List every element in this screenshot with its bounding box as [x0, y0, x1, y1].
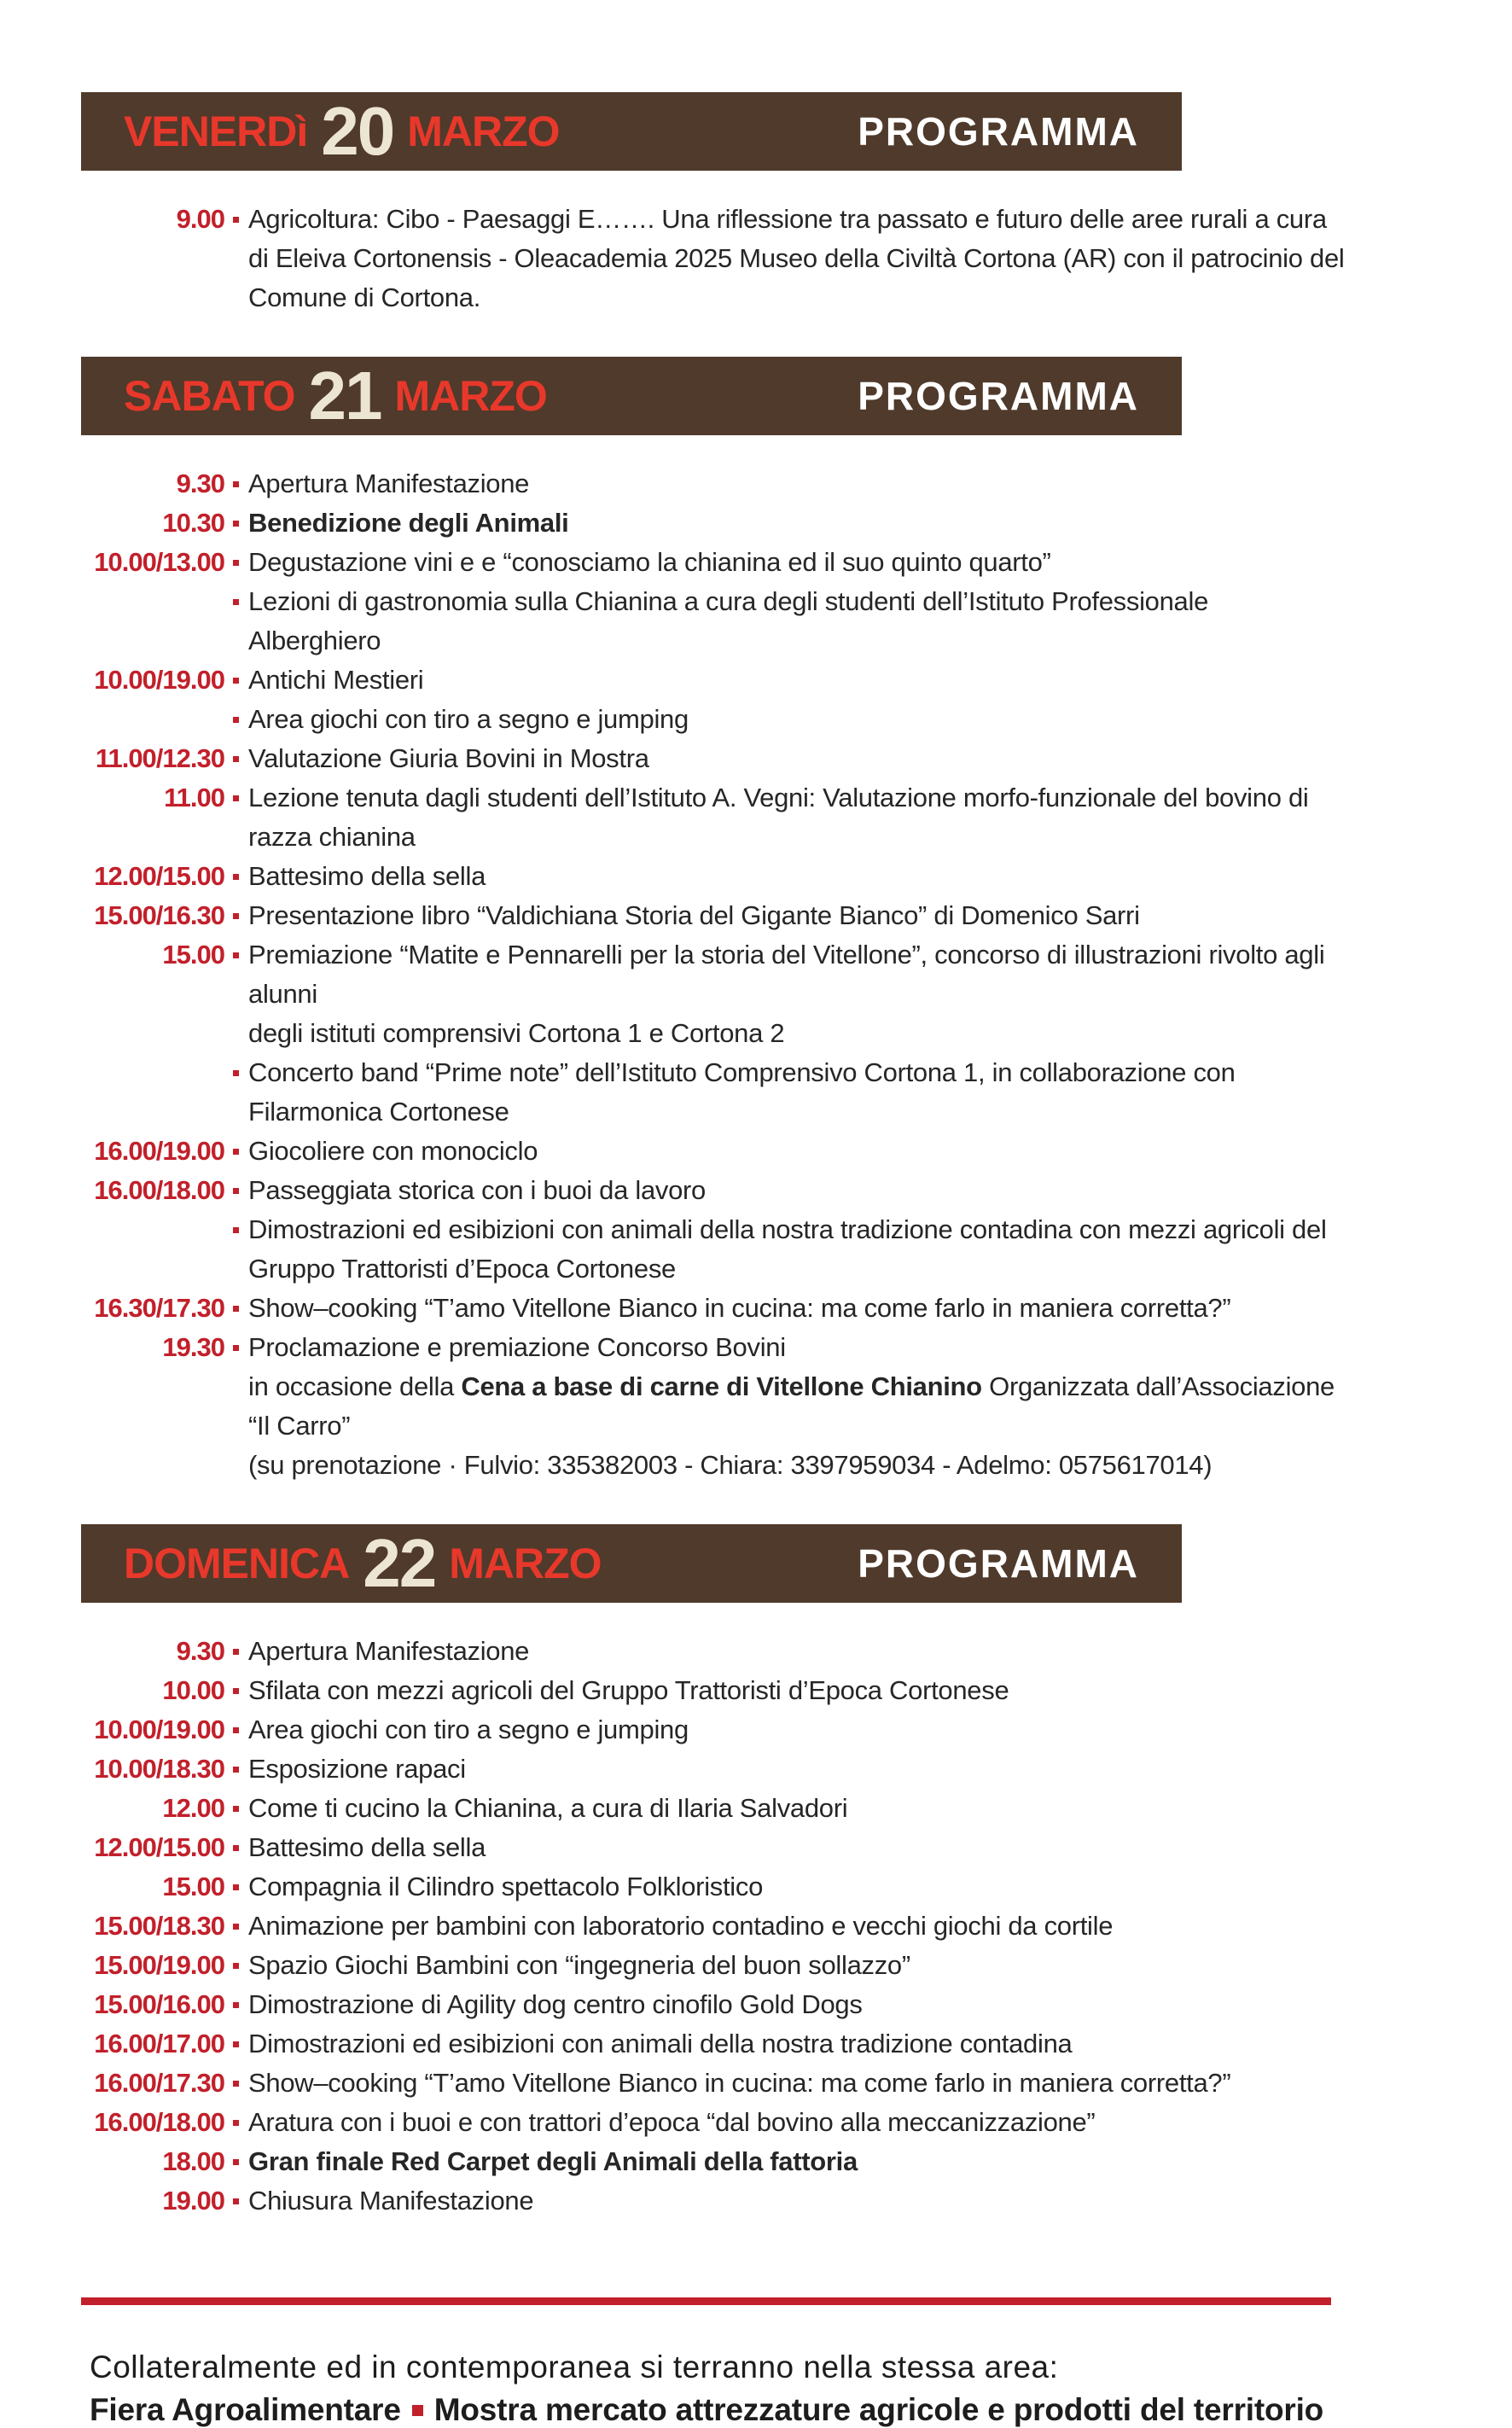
event-row — [81, 1789, 1512, 1828]
bullet-square-icon — [233, 1227, 239, 1233]
event-text-line: Lezioni di gastronomia sulla Chianina a cura degli studenti dell’Istituto Professionale Alberghiero — [248, 586, 1209, 655]
bullet-square-icon — [233, 1767, 239, 1773]
event-row — [81, 1210, 1512, 1289]
event-description — [248, 1750, 1345, 1789]
day-banner — [81, 92, 1182, 171]
event-row — [81, 582, 1512, 661]
event-row — [81, 504, 1512, 543]
event-text-line: Antichi Mestieri — [248, 665, 424, 695]
event-description — [248, 200, 1345, 317]
event-row — [81, 1985, 1512, 2024]
event-description — [248, 1907, 1345, 1946]
event-row — [81, 1289, 1512, 1328]
event-time: 10.30 — [162, 508, 224, 538]
event-description — [248, 778, 1345, 857]
event-description — [248, 543, 1345, 582]
event-description — [248, 2103, 1345, 2142]
event-description — [248, 935, 1345, 1053]
event-description — [248, 1671, 1345, 1710]
event-description — [248, 1985, 1345, 2024]
event-description — [248, 2024, 1345, 2064]
event-description — [248, 1789, 1345, 1828]
bullet-square-icon — [233, 1884, 239, 1890]
bullet-square-icon — [233, 560, 239, 566]
event-time: 16.00/17.00 — [94, 2029, 224, 2058]
event-text-line: Benedizione degli Animali — [248, 508, 569, 538]
event-description — [248, 1946, 1345, 1985]
event-text-line: Giocoliere con monociclo — [248, 1136, 538, 1166]
day-sections-container — [0, 92, 1512, 2221]
footer-fair-left: Fiera Agroalimentare — [90, 2392, 401, 2427]
event-row — [81, 1328, 1512, 1485]
bullet-square-icon — [233, 1963, 239, 1969]
bullet-square-icon — [233, 1924, 239, 1930]
event-description — [248, 1328, 1345, 1485]
event-description — [248, 1132, 1345, 1171]
event-description — [248, 504, 1345, 543]
red-divider — [81, 2297, 1331, 2305]
bullet-square-icon — [233, 1149, 239, 1155]
event-time: 11.00 — [164, 783, 224, 812]
event-text-line: Chiusura Manifestazione — [248, 2186, 534, 2215]
event-time: 16.00/18.00 — [94, 1175, 224, 1205]
event-time: 10.00/18.30 — [94, 1754, 224, 1784]
event-text-line: Battesimo della sella — [248, 1832, 486, 1862]
events-list — [0, 1603, 1512, 2221]
event-description — [248, 1289, 1345, 1328]
event-description — [248, 1210, 1345, 1289]
banner-month-name: MARZO — [407, 108, 560, 155]
event-description — [248, 1053, 1345, 1132]
event-time: 16.00/17.30 — [94, 2068, 224, 2098]
bullet-square-icon — [233, 1070, 239, 1076]
bullet-square-icon — [233, 1188, 239, 1194]
banner-day-group — [124, 93, 560, 169]
event-row — [81, 1828, 1512, 1867]
events-list — [0, 171, 1512, 317]
bullet-square-icon — [233, 795, 239, 801]
event-row — [81, 661, 1512, 700]
event-text-line: (su prenotazione · Fulvio: 335382003 - Chiara: 3397959034 - Adelmo: 0575617014) — [248, 1450, 1213, 1480]
bullet-square-icon — [233, 1845, 239, 1851]
event-row — [81, 1053, 1512, 1132]
event-text-line: Degustazione vini e e “conosciamo la chianina ed il suo quinto quarto” — [248, 547, 1051, 577]
bullet-square-icon — [233, 717, 239, 723]
event-description — [248, 1632, 1345, 1671]
day-banner — [81, 1524, 1182, 1603]
bullet-square-icon — [233, 952, 239, 958]
event-time: 12.00/15.00 — [94, 861, 224, 891]
event-description — [248, 857, 1345, 896]
event-row — [81, 700, 1512, 739]
bullet-square-icon — [233, 1345, 239, 1351]
event-time: 9.30 — [176, 1636, 224, 1666]
event-time: 10.00/19.00 — [94, 665, 224, 695]
event-row — [81, 1907, 1512, 1946]
event-time: 15.00/16.30 — [94, 900, 224, 930]
event-time: 10.00 — [162, 1675, 224, 1705]
bullet-square-icon — [233, 2120, 239, 2126]
bullet-square-icon — [233, 1649, 239, 1655]
banner-programma-label: PROGRAMMA — [858, 1541, 1139, 1586]
event-description — [248, 2181, 1345, 2221]
day-section — [0, 92, 1512, 317]
banner-day-name: VENERDì — [124, 108, 308, 155]
event-time: 12.00 — [162, 1793, 224, 1823]
banner-month-name: MARZO — [449, 1540, 602, 1587]
bullet-square-icon — [233, 874, 239, 880]
footer-fair-line — [90, 2392, 1512, 2428]
event-row — [81, 1946, 1512, 1985]
event-row — [81, 935, 1512, 1053]
banner-day-group — [124, 358, 547, 434]
event-description — [248, 582, 1345, 661]
event-text-line: Come ti cucino la Chianina, a cura di Ilaria Salvadori — [248, 1793, 848, 1823]
footer-fair-right: Mostra mercato attrezzature agricole e prodotti del territorio — [433, 2392, 1324, 2427]
event-time: 10.00/13.00 — [94, 547, 224, 577]
event-description — [248, 1828, 1345, 1867]
bullet-square-icon — [233, 2002, 239, 2008]
event-text-line: Lezione tenuta dagli studenti dell’Istituto A. Vegni: Valutazione morfo-funzionale del bovino di razza chianina — [248, 783, 1309, 852]
event-text-line: Apertura Manifestazione — [248, 1636, 530, 1666]
event-row — [81, 2024, 1512, 2064]
event-time: 15.00 — [162, 940, 224, 969]
event-time: 10.00/19.00 — [94, 1715, 224, 1744]
event-row — [81, 200, 1512, 317]
banner-programma-label: PROGRAMMA — [858, 374, 1139, 418]
event-text-line: Animazione per bambini con laboratorio contadino e vecchi giochi da cortile — [248, 1911, 1114, 1941]
event-row — [81, 1132, 1512, 1171]
event-text-line: Spazio Giochi Bambini con “ingegneria del buon sollazzo” — [248, 1950, 910, 1980]
event-description — [248, 1867, 1345, 1907]
event-time: 9.00 — [176, 204, 224, 234]
event-description — [248, 2142, 1345, 2181]
event-text-line: Aratura con i buoi e con trattori d’epoca “dal bovino alla meccanizzazione” — [248, 2107, 1096, 2137]
event-time: 16.00/18.00 — [94, 2107, 224, 2137]
bullet-square-icon — [233, 217, 239, 223]
event-text-line: Battesimo della sella — [248, 861, 486, 891]
event-row — [81, 2064, 1512, 2103]
bullet-square-icon — [233, 913, 239, 919]
event-row — [81, 1750, 1512, 1789]
day-section — [0, 357, 1512, 1485]
event-row — [81, 2103, 1512, 2142]
event-description — [248, 2064, 1345, 2103]
event-row — [81, 464, 1512, 504]
event-text-line: Sfilata con mezzi agricoli del Gruppo Trattoristi d’Epoca Cortonese — [248, 1675, 1009, 1705]
event-time: 19.30 — [162, 1332, 224, 1362]
event-time: 15.00/19.00 — [94, 1950, 224, 1980]
event-text-line: Passeggiata storica con i buoi da lavoro — [248, 1175, 706, 1205]
banner-date-number: 21 — [308, 358, 381, 434]
event-row — [81, 1632, 1512, 1671]
bullet-square-icon — [233, 521, 239, 527]
event-row — [81, 2142, 1512, 2181]
event-text-line: Proclamazione e premiazione Concorso Bovini — [248, 1332, 786, 1362]
banner-month-name: MARZO — [394, 372, 547, 420]
bullet-square-icon — [233, 599, 239, 605]
event-description — [248, 464, 1345, 504]
event-text-line: Area giochi con tiro a segno e jumping — [248, 1715, 689, 1744]
event-text-line: Area giochi con tiro a segno e jumping — [248, 704, 689, 734]
event-text-line: Dimostrazione di Agility dog centro cinofilo Gold Dogs — [248, 1989, 863, 2019]
bullet-square-icon — [233, 756, 239, 762]
banner-day-name: DOMENICA — [124, 1540, 350, 1587]
bullet-square-icon — [233, 678, 239, 684]
event-row — [81, 1867, 1512, 1907]
event-time: 18.00 — [162, 2146, 224, 2176]
event-description — [248, 1710, 1345, 1750]
event-time: 15.00 — [162, 1872, 224, 1901]
event-text-line: Presentazione libro “Valdichiana Storia del Gigante Bianco” di Domenico Sarri — [248, 900, 1140, 930]
event-text-line: Premiazione “Matite e Pennarelli per la storia del Vitellone”, concorso di illustrazioni rivolto agli alunni — [248, 940, 1325, 1009]
footer-intro-text: Collateralmente ed in contemporanea si terranno nella stessa area: — [90, 2349, 1059, 2384]
event-row — [81, 1671, 1512, 1710]
event-row — [81, 739, 1512, 778]
event-time: 15.00/18.30 — [94, 1911, 224, 1941]
banner-programma-label: PROGRAMMA — [858, 109, 1139, 154]
event-description — [248, 739, 1345, 778]
event-time: 15.00/16.00 — [94, 1989, 224, 2019]
banner-date-number: 20 — [321, 93, 394, 169]
event-description — [248, 661, 1345, 700]
bullet-square-icon — [233, 1806, 239, 1812]
event-row — [81, 543, 1512, 582]
day-banner — [81, 357, 1182, 435]
event-text-line: Esposizione rapaci — [248, 1754, 466, 1784]
bullet-square-icon — [233, 1688, 239, 1694]
event-row — [81, 2181, 1512, 2221]
bullet-square-icon — [233, 2198, 239, 2204]
event-text-line: Agricoltura: Cibo - Paesaggi E……. Una riflessione tra passato e futuro delle aree rurali a cura di Eleiva Cortonensis - Oleacademia 2025 Museo della Civiltà Cortona (AR) con il patrocinio del Comune di Cortona. — [248, 204, 1345, 312]
event-description — [248, 1171, 1345, 1210]
event-text-line: Valutazione Giuria Bovini in Mostra — [248, 743, 649, 773]
event-row — [81, 857, 1512, 896]
event-time: 12.00/15.00 — [94, 1832, 224, 1862]
event-time: 11.00/12.30 — [95, 743, 224, 773]
event-text-line: Dimostrazioni ed esibizioni con animali della nostra tradizione contadina — [248, 2029, 1073, 2058]
event-time: 16.30/17.30 — [94, 1293, 224, 1323]
event-row — [81, 896, 1512, 935]
event-text-line: in occasione della Cena a base di carne di Vitellone Chianino Organizzata dall’Associazione “Il Carro” — [248, 1371, 1335, 1441]
event-time: 9.30 — [176, 469, 224, 498]
event-row — [81, 1171, 1512, 1210]
event-text-line: Show–cooking “T’amo Vitellone Bianco in cucina: ma come farlo in maniera corretta?” — [248, 1293, 1231, 1323]
event-time: 16.00/19.00 — [94, 1136, 224, 1166]
event-row — [81, 1710, 1512, 1750]
banner-day-group — [124, 1525, 602, 1601]
bullet-square-icon — [233, 1306, 239, 1312]
events-list — [0, 435, 1512, 1485]
banner-date-number: 22 — [363, 1525, 436, 1601]
event-text-line: Apertura Manifestazione — [248, 469, 530, 498]
red-square-icon — [412, 2405, 423, 2416]
event-text-line: Show–cooking “T’amo Vitellone Bianco in cucina: ma come farlo in maniera corretta?” — [248, 2068, 1231, 2098]
event-text-line: degli istituti comprensivi Cortona 1 e Cortona 2 — [248, 1018, 785, 1048]
event-description — [248, 896, 1345, 935]
event-description — [248, 700, 1345, 739]
bullet-square-icon — [233, 2081, 239, 2087]
bullet-square-icon — [233, 481, 239, 487]
event-text-line: Compagnia il Cilindro spettacolo Folkloristico — [248, 1872, 764, 1901]
bullet-square-icon — [233, 2159, 239, 2165]
event-time: 19.00 — [162, 2186, 224, 2215]
page-footer — [0, 2297, 1512, 2428]
event-text-line: Dimostrazioni ed esibizioni con animali della nostra tradizione contadina con mezzi agricoli del — [248, 1214, 1327, 1244]
event-text-line: Gran finale Red Carpet degli Animali della fattoria — [248, 2146, 858, 2176]
banner-day-name: SABATO — [124, 372, 295, 420]
event-row — [81, 778, 1512, 857]
bullet-square-icon — [233, 2041, 239, 2047]
bullet-square-icon — [233, 1727, 239, 1733]
event-text-line: Gruppo Trattoristi d’Epoca Cortonese — [248, 1254, 676, 1284]
event-text-line: Concerto band “Prime note” dell’Istituto Comprensivo Cortona 1, in collaborazione con Filarmonica Cortonese — [248, 1057, 1236, 1127]
